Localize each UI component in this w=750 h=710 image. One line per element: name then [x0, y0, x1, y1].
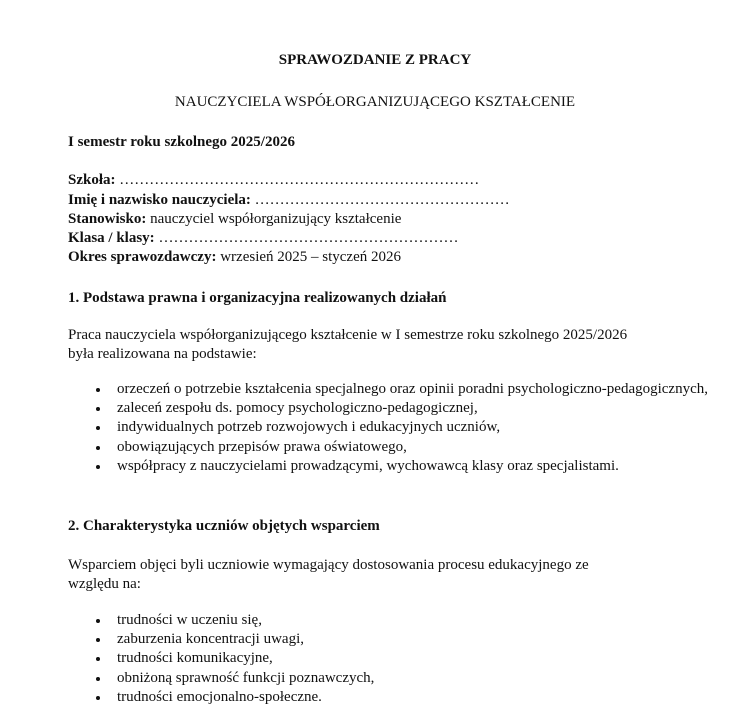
section-1-paragraph-line: Praca nauczyciela współorganizującego kształcenie w I semestrze roku szkolnego 2025/2026 — [68, 327, 628, 343]
section-1-paragraph-line: była realizowana na podstawie: — [68, 346, 257, 362]
field-value: nauczyciel współorganizujący kształcenie — [146, 211, 402, 227]
field-label: Szkoła: — [68, 172, 116, 188]
section-2-bullet-list — [96, 611, 696, 707]
field-label: Stanowisko: — [68, 211, 147, 227]
list-item: trudności emocjonalno-społeczne. — [96, 688, 696, 707]
field-value: wrzesień 2025 – styczeń 2026 — [216, 249, 402, 265]
field-class — [68, 230, 458, 247]
field-label: Klasa / klasy: — [68, 230, 155, 246]
field-label: Okres sprawozdawczy: — [68, 249, 217, 265]
semester-line: I semestr roku szkolnego 2025/2026 — [68, 134, 295, 150]
field-position — [68, 211, 401, 228]
field-value: ……………………………………………………………… — [115, 172, 480, 188]
section-1-bullet-list — [96, 380, 716, 476]
list-item: indywidualnych potrzeb rozwojowych i edukacyjnych uczniów, — [96, 418, 716, 437]
list-item: obniżoną sprawność funkcji poznawczych, — [96, 669, 696, 688]
list-item: zaleceń zespołu ds. pomocy psychologiczno-pedagogicznej, — [96, 399, 716, 418]
field-teacher-name — [68, 192, 510, 209]
list-item: obowiązujących przepisów prawa oświatowego, — [96, 438, 716, 457]
list-item: trudności w uczeniu się, — [96, 611, 696, 630]
field-reporting-period — [68, 249, 401, 266]
field-label: Imię i nazwisko nauczyciela: — [68, 192, 251, 208]
section-2-paragraph-line: względu na: — [68, 576, 141, 592]
field-value: …………………………………………… — [250, 192, 510, 208]
document-subtitle: NAUCZYCIELA WSPÓŁORGANIZUJĄCEGO KSZTAŁCENIE — [174, 94, 576, 110]
field-school — [68, 172, 479, 189]
list-item: orzeczeń o potrzebie kształcenia specjalnego oraz opinii poradni psychologiczno-pedagogicznych, — [96, 380, 716, 399]
section-2-heading: 2. Charakterystyka uczniów objętych wsparciem — [68, 518, 380, 534]
list-item: współpracy z nauczycielami prowadzącymi, wychowawcą klasy oraz specjalistami. — [96, 457, 716, 476]
section-1-heading: 1. Podstawa prawna i organizacyjna realizowanych działań — [68, 290, 447, 306]
document-title: SPRAWOZDANIE Z PRACY — [278, 52, 472, 68]
section-2-paragraph-line: Wsparciem objęci byli uczniowie wymagający dostosowania procesu edukacyjnego ze — [68, 557, 589, 573]
field-value: …………………………………………………… — [154, 230, 459, 246]
list-item: zaburzenia koncentracji uwagi, — [96, 630, 696, 649]
list-item: trudności komunikacyjne, — [96, 649, 696, 668]
